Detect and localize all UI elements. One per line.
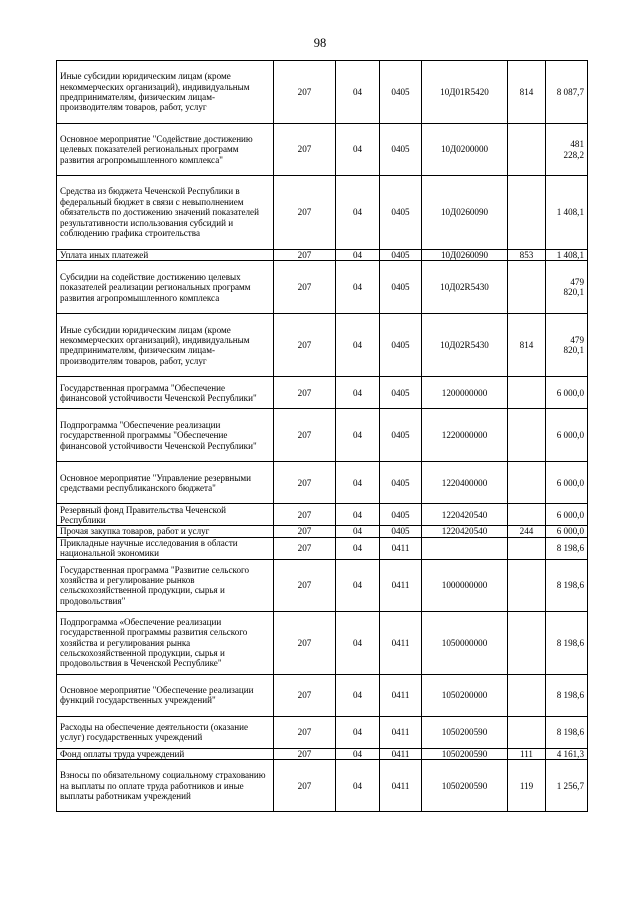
subsection-code-cell: 0405 — [380, 250, 422, 261]
table-row — [57, 716, 588, 748]
ministry-code-cell: 207 — [274, 716, 336, 748]
subsection-code-cell: 0411 — [380, 748, 422, 759]
amount-cell: 1 408,1 — [546, 176, 588, 250]
ministry-code-cell: 207 — [274, 261, 336, 314]
table-row — [57, 748, 588, 759]
section-code-cell: 04 — [336, 760, 380, 812]
amount-cell: 6 000,0 — [546, 409, 588, 462]
expense-type-cell — [508, 537, 546, 559]
ministry-code-cell: 207 — [274, 250, 336, 261]
table-row — [57, 61, 588, 124]
amount-cell: 8 198,6 — [546, 716, 588, 748]
table-row — [57, 504, 588, 526]
target-article-cell: 1000000000 — [422, 559, 508, 611]
page-number: 98 — [313, 36, 327, 50]
subsection-code-cell: 0411 — [380, 716, 422, 748]
row-name-cell: Основное мероприятие "Обеспечение реализации функций государственных учреждений" — [57, 674, 274, 716]
table-row — [57, 611, 588, 674]
subsection-code-cell: 0405 — [380, 526, 422, 537]
amount-cell: 8 198,6 — [546, 611, 588, 674]
table-row — [57, 526, 588, 537]
row-name-cell: Подпрограмма "Обеспечение реализации государственной программы "Обеспечение финансовой устойчивости Чеченской Республики" — [57, 409, 274, 462]
table-row — [57, 250, 588, 261]
expense-type-cell: 111 — [508, 748, 546, 759]
row-name-cell: Субсидии на содействие достижению целевых показателей реализации региональных программ развития агропромышленного комплекса — [57, 261, 274, 314]
target-article-cell: 10Д02R5430 — [422, 314, 508, 377]
target-article-cell: 1220420540 — [422, 504, 508, 526]
table-row — [57, 377, 588, 409]
section-code-cell: 04 — [336, 559, 380, 611]
target-article-cell: 1050000000 — [422, 611, 508, 674]
target-article-cell: 1220420540 — [422, 526, 508, 537]
ministry-code-cell: 207 — [274, 504, 336, 526]
expense-type-cell — [508, 674, 546, 716]
table-row — [57, 176, 588, 250]
expense-type-cell — [508, 409, 546, 462]
subsection-code-cell: 0405 — [380, 409, 422, 462]
expense-type-cell — [508, 462, 546, 504]
amount-cell: 4 161,3 — [546, 748, 588, 759]
section-code-cell: 04 — [336, 462, 380, 504]
expense-type-cell: 853 — [508, 250, 546, 261]
table-row — [57, 409, 588, 462]
amount-cell: 1 256,7 — [546, 760, 588, 812]
table-row — [57, 261, 588, 314]
subsection-code-cell: 0411 — [380, 611, 422, 674]
expense-type-cell: 244 — [508, 526, 546, 537]
expense-type-cell: 119 — [508, 760, 546, 812]
amount-cell: 479 820,1 — [546, 314, 588, 377]
subsection-code-cell: 0411 — [380, 537, 422, 559]
amount-cell: 1 408,1 — [546, 250, 588, 261]
amount-cell: 8 198,6 — [546, 537, 588, 559]
target-article-cell: 1050200590 — [422, 760, 508, 812]
target-article-cell: 1200000000 — [422, 377, 508, 409]
row-name-cell: Прочая закупка товаров, работ и услуг — [57, 526, 274, 537]
ministry-code-cell: 207 — [274, 526, 336, 537]
row-name-cell: Государственная программа "Развитие сельского хозяйства и регулирование рынков сельскохозяйственной продукции, сырья и продовольствия" — [57, 559, 274, 611]
row-name-cell: Подпрограмма «Обеспечение реализации государственной программы развития сельского хозяйства и регулирования рынка сельскохозяйственной продукции, сырья и продовольствия в Чеченской Республике" — [57, 611, 274, 674]
section-code-cell: 04 — [336, 716, 380, 748]
subsection-code-cell: 0411 — [380, 559, 422, 611]
target-article-cell: 10Д0260090 — [422, 250, 508, 261]
expense-type-cell — [508, 504, 546, 526]
amount-cell: 8 198,6 — [546, 559, 588, 611]
table-row — [57, 559, 588, 611]
section-code-cell: 04 — [336, 611, 380, 674]
expense-type-cell — [508, 377, 546, 409]
ministry-code-cell: 207 — [274, 377, 336, 409]
ministry-code-cell: 207 — [274, 124, 336, 176]
table-row — [57, 124, 588, 176]
section-code-cell: 04 — [336, 377, 380, 409]
row-name-cell: Уплата иных платежей — [57, 250, 274, 261]
row-name-cell: Иные субсидии юридическим лицам (кроме некоммерческих организаций), индивидуальным предпринимателям, физическим лицам-производителям товаров, работ, услуг — [57, 61, 274, 124]
section-code-cell: 04 — [336, 409, 380, 462]
amount-cell: 6 000,0 — [546, 526, 588, 537]
expense-type-cell — [508, 716, 546, 748]
table-row — [57, 674, 588, 716]
expense-type-cell — [508, 124, 546, 176]
target-article-cell: 10Д0260090 — [422, 176, 508, 250]
expense-type-cell — [508, 559, 546, 611]
amount-cell: 479 820,1 — [546, 261, 588, 314]
ministry-code-cell: 207 — [274, 559, 336, 611]
amount-cell: 8 087,7 — [546, 61, 588, 124]
ministry-code-cell: 207 — [274, 314, 336, 377]
ministry-code-cell: 207 — [274, 760, 336, 812]
section-code-cell: 04 — [336, 674, 380, 716]
expense-type-cell — [508, 261, 546, 314]
target-article-cell: 1050200590 — [422, 716, 508, 748]
section-code-cell: 04 — [336, 314, 380, 377]
subsection-code-cell: 0405 — [380, 261, 422, 314]
section-code-cell: 04 — [336, 504, 380, 526]
subsection-code-cell: 0411 — [380, 760, 422, 812]
ministry-code-cell: 207 — [274, 537, 336, 559]
target-article-cell: 1220400000 — [422, 462, 508, 504]
ministry-code-cell: 207 — [274, 61, 336, 124]
subsection-code-cell: 0405 — [380, 124, 422, 176]
table-row — [57, 760, 588, 812]
amount-cell: 6 000,0 — [546, 462, 588, 504]
subsection-code-cell: 0405 — [380, 377, 422, 409]
ministry-code-cell: 207 — [274, 409, 336, 462]
ministry-code-cell: 207 — [274, 462, 336, 504]
row-name-cell: Иные субсидии юридическим лицам (кроме некоммерческих организаций), индивидуальным предпринимателям, физическим лицам-производителям товаров, работ, услуг — [57, 314, 274, 377]
target-article-cell — [422, 537, 508, 559]
section-code-cell: 04 — [336, 61, 380, 124]
section-code-cell: 04 — [336, 250, 380, 261]
ministry-code-cell: 207 — [274, 611, 336, 674]
amount-cell: 481 228,2 — [546, 124, 588, 176]
amount-cell: 6 000,0 — [546, 377, 588, 409]
section-code-cell: 04 — [336, 261, 380, 314]
subsection-code-cell: 0411 — [380, 674, 422, 716]
row-name-cell: Основное мероприятие "Управление резервными средствами республиканского бюджета" — [57, 462, 274, 504]
budget-table — [56, 60, 588, 812]
row-name-cell: Расходы на обеспечение деятельности (оказание услуг) государственных учреждений — [57, 716, 274, 748]
section-code-cell: 04 — [336, 526, 380, 537]
amount-cell: 8 198,6 — [546, 674, 588, 716]
expense-type-cell: 814 — [508, 61, 546, 124]
row-name-cell: Резервный фонд Правительства Чеченской Республики — [57, 504, 274, 526]
expense-type-cell: 814 — [508, 314, 546, 377]
section-code-cell: 04 — [336, 537, 380, 559]
expense-type-cell — [508, 611, 546, 674]
row-name-cell: Основное мероприятие "Содействие достижению целевых показателей региональных программ развития агропромышленного комплекса" — [57, 124, 274, 176]
subsection-code-cell: 0405 — [380, 176, 422, 250]
section-code-cell: 04 — [336, 748, 380, 759]
ministry-code-cell: 207 — [274, 176, 336, 250]
target-article-cell: 1050200000 — [422, 674, 508, 716]
table-row — [57, 314, 588, 377]
expense-type-cell — [508, 176, 546, 250]
row-name-cell: Средства из бюджета Чеченской Республики в федеральный бюджет в связи с невыполнением обязательств по достижению значений показателей результативности использования субсидий и соблюдению графика строительства — [57, 176, 274, 250]
row-name-cell: Прикладные научные исследования в области национальной экономики — [57, 537, 274, 559]
target-article-cell: 1050200590 — [422, 748, 508, 759]
row-name-cell: Государственная программа "Обеспечение финансовой устойчивости Чеченской Республики" — [57, 377, 274, 409]
amount-cell: 6 000,0 — [546, 504, 588, 526]
target-article-cell: 10Д02R5430 — [422, 261, 508, 314]
table-row — [57, 462, 588, 504]
target-article-cell: 10Д0200000 — [422, 124, 508, 176]
table-row — [57, 537, 588, 559]
subsection-code-cell: 0405 — [380, 314, 422, 377]
subsection-code-cell: 0405 — [380, 504, 422, 526]
row-name-cell: Фонд оплаты труда учреждений — [57, 748, 274, 759]
subsection-code-cell: 0405 — [380, 61, 422, 124]
subsection-code-cell: 0405 — [380, 462, 422, 504]
section-code-cell: 04 — [336, 176, 380, 250]
row-name-cell: Взносы по обязательному социальному страхованию на выплаты по оплате труда работников и иные выплаты работникам учреждений — [57, 760, 274, 812]
ministry-code-cell: 207 — [274, 674, 336, 716]
target-article-cell: 1220000000 — [422, 409, 508, 462]
section-code-cell: 04 — [336, 124, 380, 176]
target-article-cell: 10Д01R5420 — [422, 61, 508, 124]
ministry-code-cell: 207 — [274, 748, 336, 759]
